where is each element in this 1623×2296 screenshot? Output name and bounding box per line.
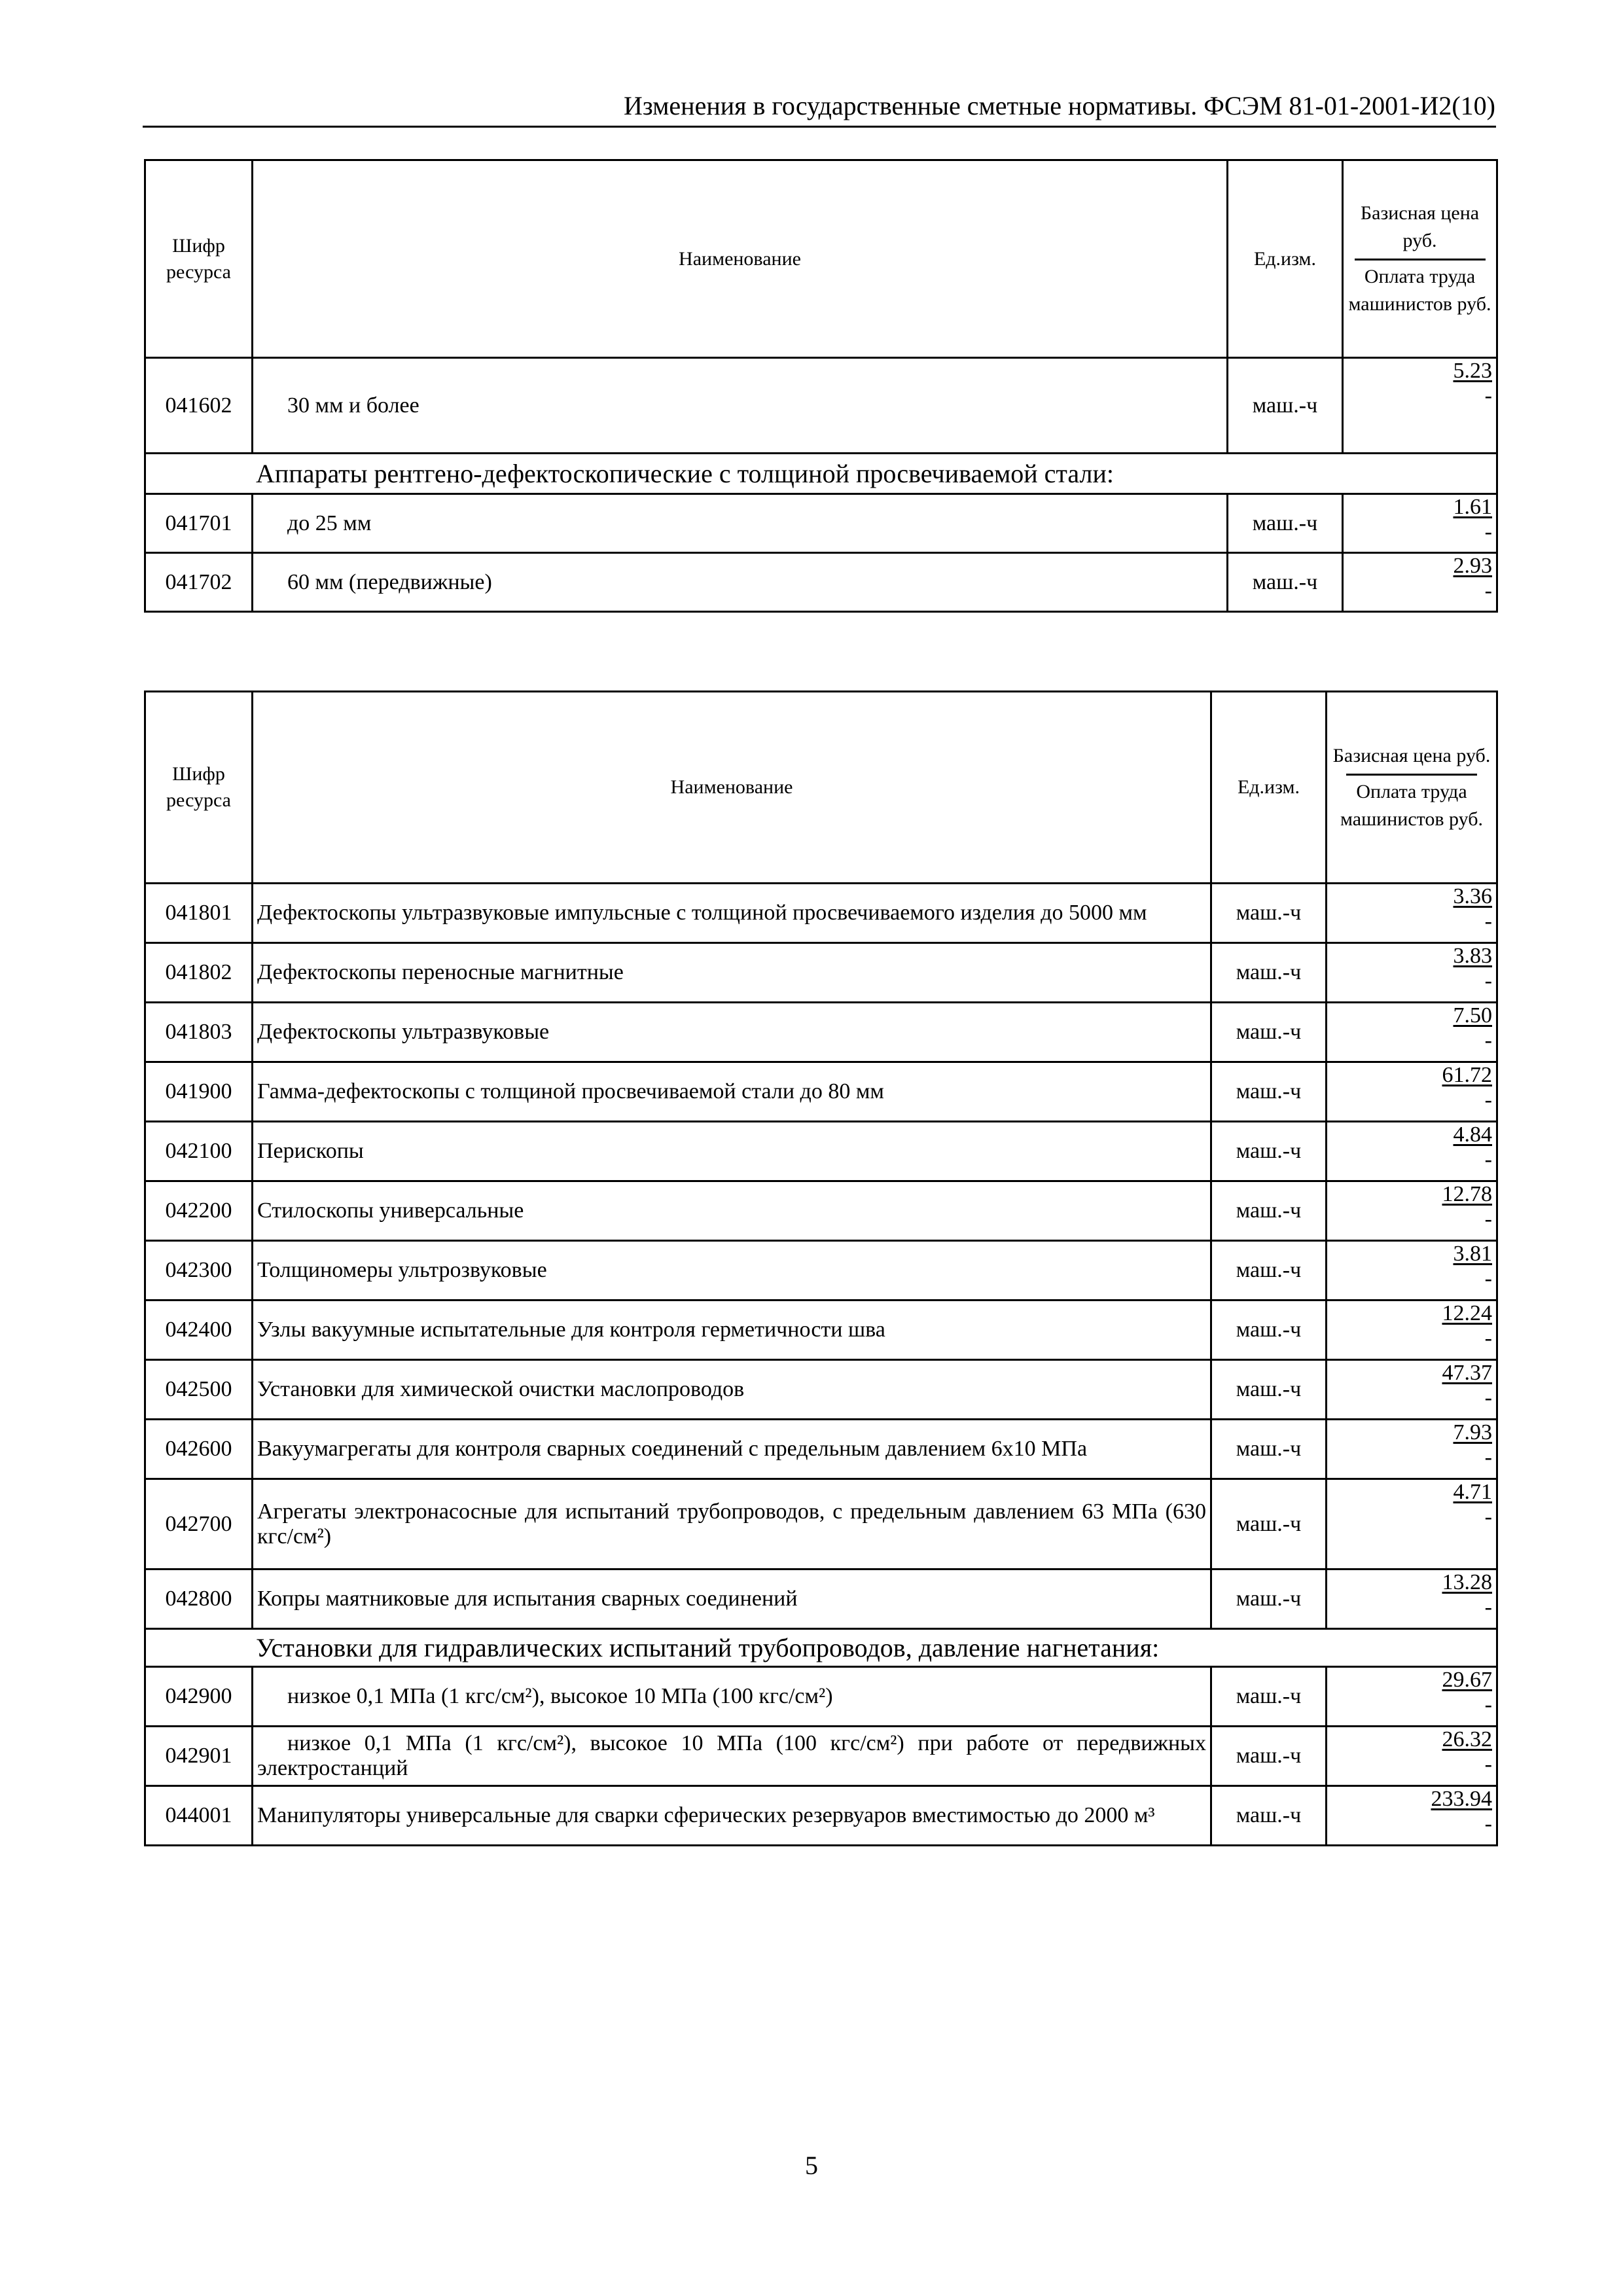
column-header-code: Шифр ресурса <box>145 160 253 358</box>
header-rule <box>143 126 1496 128</box>
price-cell <box>1327 943 1497 1003</box>
price-header-divider <box>1355 259 1486 260</box>
resource-name: Дефектоскопы ультразвуковые <box>253 1003 1211 1062</box>
table-row <box>145 1003 1497 1062</box>
operator-labor-cost: - <box>1484 1266 1492 1291</box>
column-header-name: Наименование <box>253 692 1211 884</box>
unit-of-measure: маш.-ч <box>1228 358 1343 454</box>
price-cell <box>1327 884 1497 943</box>
operator-labor-cost: - <box>1484 1088 1492 1112</box>
price-cell <box>1343 358 1497 454</box>
unit-of-measure: маш.-ч <box>1211 1570 1327 1629</box>
resource-code: 041801 <box>145 884 253 943</box>
table-row <box>145 1727 1497 1786</box>
resource-name: Дефектоскопы переносные магнитные <box>253 943 1211 1003</box>
operator-labor-cost: - <box>1484 579 1492 603</box>
table-row <box>145 1786 1497 1846</box>
price-header-labor: Оплата труда машинистов руб. <box>1348 266 1491 315</box>
column-header-code: Шифр ресурса <box>145 692 253 884</box>
operator-labor-cost: - <box>1484 1207 1492 1231</box>
price-cell <box>1327 1570 1497 1629</box>
table-row <box>145 494 1497 553</box>
resource-code: 042300 <box>145 1241 253 1300</box>
resource-code: 042900 <box>145 1667 253 1727</box>
unit-of-measure: маш.-ч <box>1211 884 1327 943</box>
operator-labor-cost: - <box>1484 520 1492 544</box>
unit-of-measure: маш.-ч <box>1228 494 1343 553</box>
table-row <box>145 1360 1497 1420</box>
resource-code: 042800 <box>145 1570 253 1629</box>
resource-code: 042700 <box>145 1479 253 1570</box>
base-price: 61.72 <box>1442 1063 1492 1087</box>
unit-of-measure: маш.-ч <box>1211 1300 1327 1360</box>
resource-code: 041803 <box>145 1003 253 1062</box>
base-price: 29.67 <box>1442 1668 1492 1692</box>
price-cell <box>1327 1300 1497 1360</box>
column-header-price <box>1343 160 1497 358</box>
resource-name: до 25 мм <box>253 494 1228 553</box>
resource-name: Толщиномеры ультрозвуковые <box>253 1241 1211 1300</box>
price-cell <box>1327 1667 1497 1727</box>
price-header-divider <box>1346 774 1477 776</box>
base-price: 2.93 <box>1453 554 1492 578</box>
group-heading-row <box>145 1629 1497 1667</box>
operator-labor-cost: - <box>1484 1595 1492 1619</box>
operator-labor-cost: - <box>1484 969 1492 993</box>
unit-of-measure: маш.-ч <box>1211 1181 1327 1241</box>
resource-code: 042600 <box>145 1420 253 1479</box>
table-row <box>145 1479 1497 1570</box>
operator-labor-cost: - <box>1484 909 1492 933</box>
unit-of-measure: маш.-ч <box>1211 1786 1327 1846</box>
base-price: 4.71 <box>1453 1480 1492 1504</box>
table-row <box>145 553 1497 612</box>
unit-of-measure: маш.-ч <box>1211 1667 1327 1727</box>
operator-labor-cost: - <box>1484 1693 1492 1717</box>
price-cell <box>1327 1786 1497 1846</box>
table-row <box>145 1667 1497 1727</box>
resource-name: Дефектоскопы ультразвуковые импульсные с толщиной просвечиваемого изделия до 5000 мм <box>253 884 1211 943</box>
resource-code: 041702 <box>145 553 253 612</box>
base-price: 12.78 <box>1442 1182 1492 1206</box>
table-row <box>145 884 1497 943</box>
group-heading-row <box>145 454 1497 494</box>
resource-name: 30 мм и более <box>253 358 1228 454</box>
unit-of-measure: маш.-ч <box>1211 1062 1327 1122</box>
table-row <box>145 1570 1497 1629</box>
base-price: 26.32 <box>1442 1727 1492 1751</box>
base-price: 3.36 <box>1453 884 1492 908</box>
resource-code: 042100 <box>145 1122 253 1181</box>
resource-name: Установки для химической очистки маслопроводов <box>253 1360 1211 1420</box>
table-row <box>145 1241 1497 1300</box>
price-table-1 <box>144 159 1498 613</box>
resource-code: 041900 <box>145 1062 253 1122</box>
resource-name: Стилоскопы универсальные <box>253 1181 1211 1241</box>
resource-name: 60 мм (передвижные) <box>253 553 1228 612</box>
price-header-base: Базисная цена руб. <box>1360 202 1480 251</box>
resource-code: 042200 <box>145 1181 253 1241</box>
price-cell <box>1327 1062 1497 1122</box>
resource-code: 042901 <box>145 1727 253 1786</box>
resource-name: Гамма-дефектоскопы с толщиной просвечиваемой стали до 80 мм <box>253 1062 1211 1122</box>
price-cell <box>1327 1003 1497 1062</box>
column-header-name: Наименование <box>253 160 1228 358</box>
table-row <box>145 1181 1497 1241</box>
price-cell <box>1327 1479 1497 1570</box>
group-heading: Аппараты рентгено-дефектоскопические с толщиной просвечиваемой стали: <box>145 454 1497 494</box>
base-price: 7.93 <box>1453 1420 1492 1444</box>
column-header-unit: Ед.изм. <box>1228 160 1343 358</box>
resource-name: Узлы вакуумные испытательные для контроля герметичности шва <box>253 1300 1211 1360</box>
resource-name: Манипуляторы универсальные для сварки сферических резервуаров вместимостью до 2000 м³ <box>253 1786 1211 1846</box>
resource-name: Агрегаты электронасосные для испытаний трубопроводов, с предельным давлением 63 МПа (630 кгс/см²) <box>253 1479 1211 1570</box>
unit-of-measure: маш.-ч <box>1211 1003 1327 1062</box>
resource-code: 042400 <box>145 1300 253 1360</box>
resource-name: Перископы <box>253 1122 1211 1181</box>
price-table-2 <box>144 691 1498 1846</box>
unit-of-measure: маш.-ч <box>1211 1241 1327 1300</box>
operator-labor-cost: - <box>1484 384 1492 408</box>
table-row <box>145 358 1497 454</box>
operator-labor-cost: - <box>1484 1028 1492 1052</box>
table-row <box>145 943 1497 1003</box>
base-price: 5.23 <box>1453 359 1492 383</box>
resource-name: низкое 0,1 МПа (1 кгс/см²), высокое 10 МПа (100 кгс/см²) <box>253 1667 1211 1727</box>
resource-name: низкое 0,1 МПа (1 кгс/см²), высокое 10 МПа (100 кгс/см²) при работе от передвижных электростанций <box>253 1727 1211 1786</box>
table-header-row <box>145 692 1497 884</box>
operator-labor-cost: - <box>1484 1147 1492 1172</box>
unit-of-measure: маш.-ч <box>1211 1479 1327 1570</box>
price-cell <box>1327 1360 1497 1420</box>
column-header-unit: Ед.изм. <box>1211 692 1327 884</box>
price-cell <box>1327 1122 1497 1181</box>
table-row <box>145 1300 1497 1360</box>
operator-labor-cost: - <box>1484 1386 1492 1410</box>
base-price: 47.37 <box>1442 1361 1492 1385</box>
base-price: 4.84 <box>1453 1122 1492 1147</box>
base-price: 233.94 <box>1431 1787 1492 1811</box>
operator-labor-cost: - <box>1484 1752 1492 1776</box>
column-header-price <box>1327 692 1497 884</box>
resource-code: 041602 <box>145 358 253 454</box>
operator-labor-cost: - <box>1484 1445 1492 1469</box>
price-cell <box>1327 1241 1497 1300</box>
unit-of-measure: маш.-ч <box>1211 943 1327 1003</box>
resource-code: 041701 <box>145 494 253 553</box>
table-row <box>145 1420 1497 1479</box>
operator-labor-cost: - <box>1484 1505 1492 1529</box>
unit-of-measure: маш.-ч <box>1211 1420 1327 1479</box>
price-cell <box>1327 1181 1497 1241</box>
resource-code: 041802 <box>145 943 253 1003</box>
price-cell <box>1327 1420 1497 1479</box>
price-cell <box>1343 494 1497 553</box>
base-price: 3.83 <box>1453 944 1492 968</box>
price-cell <box>1343 553 1497 612</box>
price-cell <box>1327 1727 1497 1786</box>
table-row <box>145 1062 1497 1122</box>
resource-code: 042500 <box>145 1360 253 1420</box>
base-price: 13.28 <box>1442 1570 1492 1594</box>
unit-of-measure: маш.-ч <box>1211 1727 1327 1786</box>
resource-name: Копры маятниковые для испытания сварных соединений <box>253 1570 1211 1629</box>
page-number: 5 <box>805 2151 818 2180</box>
resource-name: Вакуумагрегаты для контроля сварных соединений с предельным давлением 6х10 МПа <box>253 1420 1211 1479</box>
price-header-base: Базисная цена руб. <box>1332 744 1491 766</box>
resource-code: 044001 <box>145 1786 253 1846</box>
document-header-title: Изменения в государственные сметные нормативы. ФСЭМ 81-01-2001-И2(10) <box>623 91 1495 120</box>
base-price: 1.61 <box>1453 495 1492 519</box>
table-row <box>145 1122 1497 1181</box>
unit-of-measure: маш.-ч <box>1211 1122 1327 1181</box>
unit-of-measure: маш.-ч <box>1228 553 1343 612</box>
table-header-row <box>145 160 1497 358</box>
operator-labor-cost: - <box>1484 1326 1492 1350</box>
unit-of-measure: маш.-ч <box>1211 1360 1327 1420</box>
base-price: 12.24 <box>1442 1301 1492 1325</box>
operator-labor-cost: - <box>1484 1812 1492 1836</box>
group-heading: Установки для гидравлических испытаний трубопроводов, давление нагнетания: <box>145 1629 1497 1667</box>
base-price: 7.50 <box>1453 1003 1492 1028</box>
base-price: 3.81 <box>1453 1242 1492 1266</box>
price-header-labor: Оплата труда машинистов руб. <box>1340 780 1484 830</box>
